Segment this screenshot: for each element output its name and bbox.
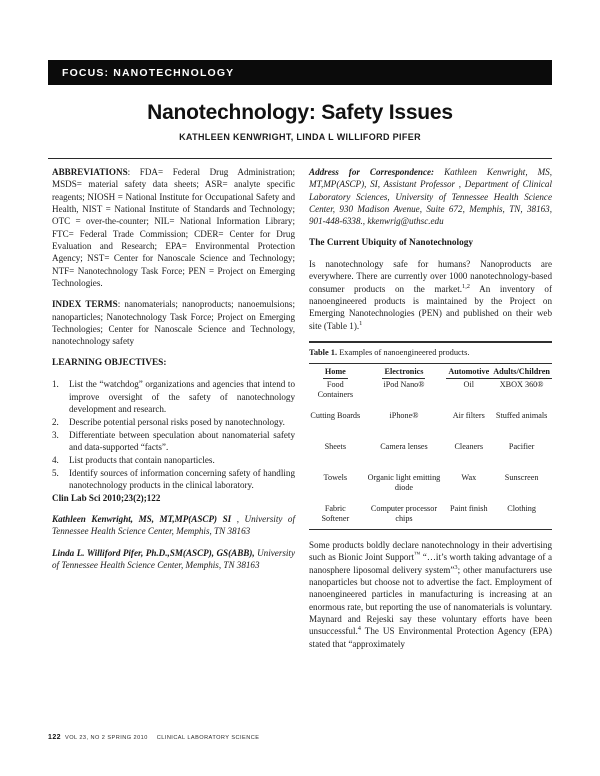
table-cell: Clothing	[507, 503, 536, 513]
table-cell: Oil	[463, 379, 475, 389]
table-column-header	[362, 367, 447, 379]
author-bio-affiliation: , University of Tennessee Health Science Center, Memphis, TN 38163	[52, 514, 295, 537]
list-item	[52, 454, 295, 466]
closing-text-d: The US Environmental Protection Agency (EPA) stated that “approximately	[309, 626, 552, 649]
table-row	[309, 496, 552, 527]
list-item	[52, 378, 295, 415]
table-top-rule	[309, 341, 552, 342]
list-item	[52, 416, 295, 428]
list-item-number: 3.	[52, 429, 59, 440]
table-cell: Computer processor chips	[370, 503, 438, 524]
closing-paragraph	[309, 539, 552, 650]
table-caption-text: Examples of nanoengineered products.	[337, 347, 470, 357]
list-item-number: 2.	[52, 416, 59, 427]
table-cell: Food Containers	[317, 379, 354, 400]
list-item-text: Describe potential personal risks posed by nanotechnology.	[69, 416, 285, 427]
table-caption-label: Table 1.	[309, 347, 338, 357]
table-cell: Cutting Boards	[310, 410, 361, 420]
table-cell: Towels	[323, 472, 348, 482]
reference-marker: 1	[359, 319, 363, 327]
table-cell: Air filters	[452, 410, 485, 420]
index-terms-text: : nanomaterials; nanoproducts; nanoemulsions; nanoparticles; Nanotechnology Task Force; Project on Emerging Technologies; Center for Nanoscale Science and Technology, nanotechnology safety	[52, 299, 295, 347]
closing-text-a: Some products boldly declare nanotechnology in their advertising such as Bionic Joint Support	[309, 540, 552, 563]
table-cell: Cleaners	[454, 441, 484, 451]
table-cell: iPod Nano®	[383, 379, 425, 389]
table-row	[309, 403, 552, 434]
list-item-text: Differentiate between speculation about nanomaterial safety and data-supported “facts”.	[69, 429, 295, 452]
ubiquity-text-b: An inventory of nanoengineered products is maintained by the Project on Emerging Nanotechnologies (PEN) and published on their web site (Table 1).	[309, 283, 552, 331]
table-cell: Camera lenses	[380, 441, 428, 451]
table-column-header-label: Home	[323, 367, 348, 379]
index-terms-paragraph	[52, 298, 295, 347]
table-cell: XBOX 360®	[499, 379, 544, 389]
table-column-header	[446, 367, 491, 379]
table-column-header	[491, 367, 552, 379]
products-table	[309, 367, 552, 526]
abbreviations-text: : FDA= Federal Drug Administration; MSDS= material safety data sheets; ASR= analyte specific reagents; NIOSH = National Institute for Occupational Safety and Health, NIST = National Institute of Standards and Technology; OTC = over-the-counter; NIL= National Information Library; FTC= Federal Trade Commission; CDER= Center for Drug Evaluation and Research; EPA= Environmental Protection Agency; NST= Center for Nanoscale Science and Technology; NTF= Nanotechnology Task Force; PEN = Project on Emerging Technologies.	[52, 167, 295, 289]
learning-objectives-list	[52, 378, 295, 491]
author-bio-name: Linda L. Williford Pifer, Ph.D.,SM(ASCP), GS(ABB),	[52, 547, 255, 558]
author-bio-name: Kathleen Kenwright, MS, MT,MP(ASCP) SI	[52, 514, 232, 525]
table-cell: Paint finish	[450, 503, 488, 513]
left-column	[52, 166, 295, 580]
ubiquity-paragraph	[309, 258, 552, 332]
right-column	[309, 166, 552, 650]
table-column-header-label: Adults/Children	[491, 367, 552, 379]
footer-page-number: 122	[48, 734, 62, 741]
table-header-row	[309, 367, 552, 379]
focus-banner	[48, 60, 552, 85]
list-item	[52, 429, 295, 454]
table-bottom-rule	[309, 529, 552, 530]
list-item-text: List products that contain nanoparticles.	[69, 454, 215, 465]
author-bio-affiliation: University of Tennessee Health Science Center, Memphis, TN 38163	[52, 547, 296, 571]
table-cell: iPhone®	[389, 410, 419, 420]
focus-banner-label: FOCUS: NANOTECHNOLOGY	[62, 66, 235, 79]
correspondence-paragraph	[309, 166, 552, 228]
index-terms-label: INDEX TERMS	[52, 299, 118, 310]
list-item-number: 4.	[52, 454, 59, 465]
reference-marker: 4	[357, 625, 361, 633]
table-column-header-label: Automotive	[446, 367, 491, 379]
list-item	[52, 467, 295, 492]
list-item-text: Identify sources of information concerning safety of handling nanotechnology products in the clinical laboratory.	[69, 467, 295, 490]
table-column-header	[309, 367, 362, 379]
table-cell: Sheets	[324, 441, 347, 451]
abbreviations-paragraph	[52, 166, 295, 289]
page-title: Nanotechnology: Safety Issues	[147, 101, 453, 124]
abbreviations-label: ABBREVIATIONS	[52, 167, 128, 177]
table-column-header-label: Electronics	[382, 367, 425, 379]
footer-volume: VOL 23, NO 2 SPRING 2010	[65, 735, 148, 741]
list-item-number: 5.	[52, 467, 59, 478]
table-caption	[309, 347, 552, 359]
table-row	[309, 434, 552, 465]
ubiquity-text-a: Is nanotechnology safe for humans? Nanoproducts are everywhere. There are currently over 1000 nanotechnology-based consumer products on the market.	[309, 259, 552, 294]
correspondence-label: Address for Correspondence:	[309, 167, 435, 177]
table-row	[309, 380, 552, 403]
table-header-rule	[309, 363, 552, 364]
table-cell: Wax	[461, 472, 477, 482]
journal-citation: Clin Lab Sci 2010;23(2);122	[52, 492, 161, 503]
list-item-text: List the “watchdog” organizations and agencies that intend to improve oversight of the safety of nanotechnology development and research.	[69, 379, 295, 414]
table-cell: Stuffed animals	[495, 410, 548, 420]
page-footer	[48, 734, 259, 741]
reference-marker: 1,2	[462, 282, 470, 290]
products-table-block	[309, 341, 552, 530]
correspondence-text: Kathleen Kenwright, MS, MT,MP(ASCP), SI, Assistant Professor , Department of Clinical Laboratory Sciences, University of Tennessee Health Science Center, 930 Madison Avenue, Suite 672, Memphis, TN, 38163, 901-448-6338., kkenwrig@uthsc.edu	[309, 167, 552, 227]
author-bio	[52, 547, 295, 572]
footer-journal-name: CLINICAL LABORATORY SCIENCE	[156, 735, 260, 741]
list-item-number: 1.	[52, 379, 59, 390]
closing-text-b: “…it’s worth taking advantage of a nanosphere liposomal delivery system”	[309, 552, 552, 575]
author-bio	[52, 513, 295, 538]
author-byline: KATHLEEN KENWRIGHT, LINDA L WILLIFORD PIFER	[179, 132, 421, 142]
table-row	[309, 465, 552, 496]
table-cell: Organic light emitting diode	[367, 472, 441, 493]
reference-marker: 3	[454, 563, 458, 571]
closing-text-c: ; other manufacturers use nanoparticles but choose not to advertise the fact. Employment of nanoengineered particles in manufacturing is increasing at an enormous rate, but reporting the use of nanomaterials is voluntary. Maynard and Rejeski say these voluntary efforts have been unsuccessful.	[309, 564, 552, 637]
table-cell: Sunscreen	[504, 472, 539, 482]
section-heading: The Current Ubiquity of Nanotechnology	[309, 237, 474, 248]
learning-objectives-heading: LEARNING OBJECTIVES:	[52, 357, 167, 368]
table-cell: Pacifier	[508, 441, 535, 451]
trademark-marker: ™	[414, 551, 421, 559]
header-divider	[48, 158, 552, 159]
table-cell: Fabric Softener	[321, 503, 350, 524]
